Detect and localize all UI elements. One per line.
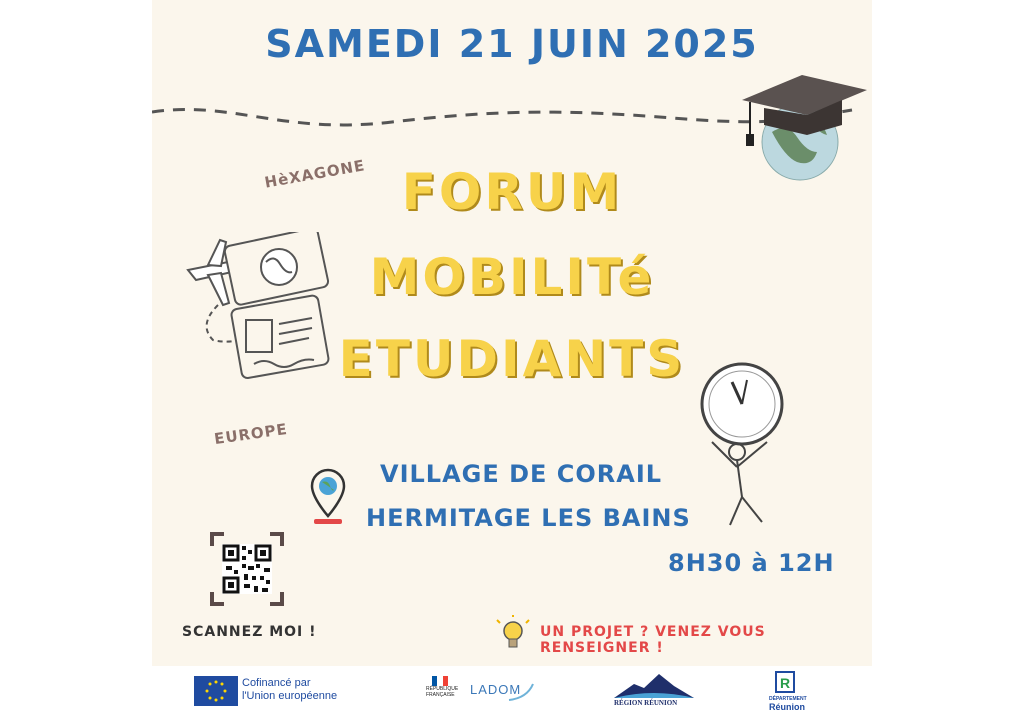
clock-person-icon [692,362,802,532]
rf-line-2: FRANÇAISE [426,692,455,698]
eu-flag-icon [194,676,238,706]
svg-text:R: R [780,675,791,691]
ladom-logo: LADOM [470,682,522,697]
project-callout: UN PROJET ? VENEZ VOUS RENSEIGNER ! [540,624,766,656]
partner-logos-footer [152,666,872,719]
ladom-swoosh-icon [507,680,535,704]
scan-me-label: SCANNEZ MOI ! [182,624,317,640]
eu-text-line-1: Cofinancé par [242,677,311,689]
passport-icon [224,232,334,382]
departement-reunion-text [769,696,807,712]
french-flag-icon [432,676,448,686]
eu-text-line-2: l'Union européenne [242,690,338,702]
qr-code-icon[interactable] [208,530,286,608]
dept-line-1: DÉPARTEMENT [769,696,807,702]
eu-cofinance-text [242,677,337,703]
tag-hexagone: HèXAGONE [263,156,367,192]
dept-line-2: Réunion [769,702,805,712]
title-line-3: ETUDIANTS [338,330,686,388]
lightbulb-icon [496,615,530,655]
title-line-2: MOBILITé [369,248,655,306]
venue-line-2: HERMITAGE LES BAINS [366,504,691,532]
tag-europe: EUROPE [213,419,289,449]
location-pin-icon [308,468,348,528]
forum-poster [152,0,872,666]
region-reunion-text: RÉGION RÉUNION [614,699,678,707]
rf-line-1: RÉPUBLIQUE [426,686,459,692]
title-line-1: FORUM [401,163,623,221]
republique-francaise-logo [426,686,458,698]
event-date: SAMEDI 21 JUIN 2025 [265,22,759,66]
event-hours: 8H30 à 12H [668,549,835,577]
departement-logo-icon [774,670,796,694]
region-reunion-logo-icon [614,670,694,700]
venue-line-1: VILLAGE DE CORAIL [380,460,663,488]
